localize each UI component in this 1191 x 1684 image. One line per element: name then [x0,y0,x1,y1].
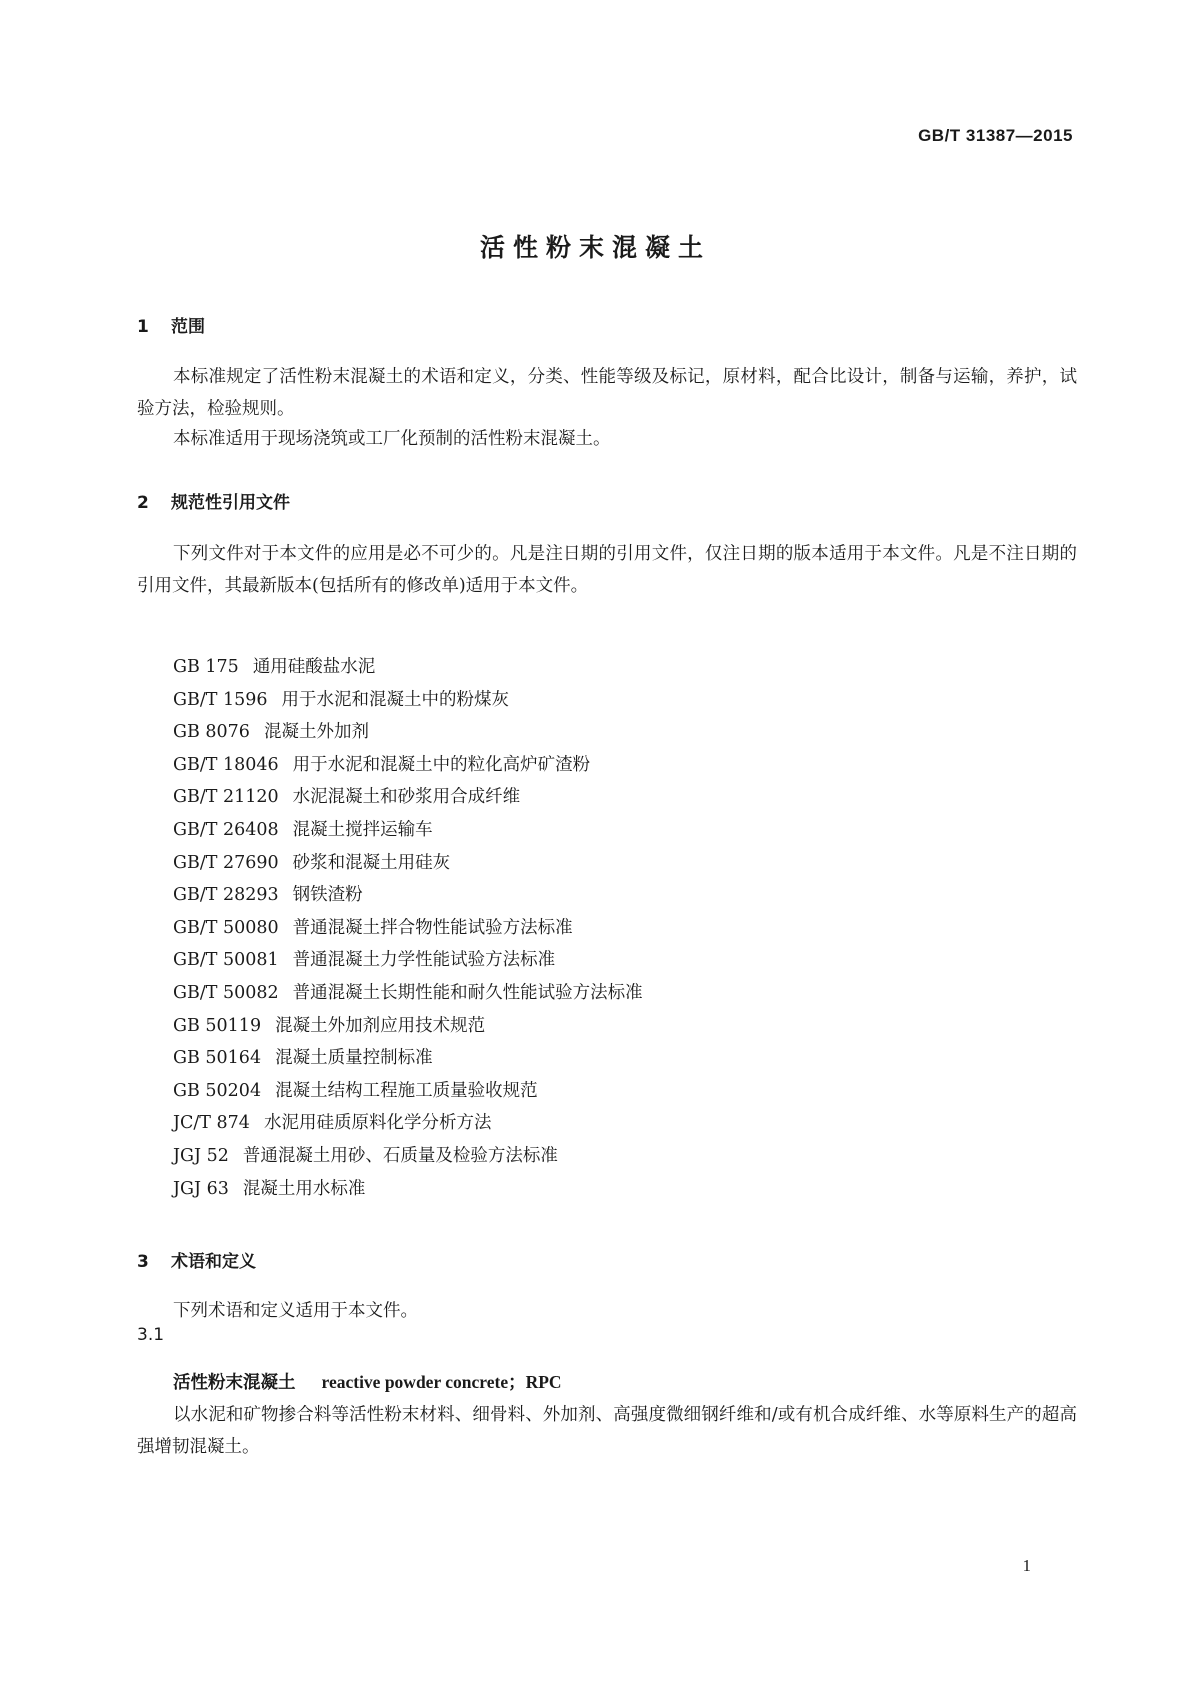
reference-code: GB/T 26408 [173,819,279,840]
reference-item [173,847,643,880]
reference-code: GB/T 50082 [173,982,279,1003]
reference-title: 用于水泥和混凝土中的粒化高炉矿渣粉 [292,754,591,775]
reference-code: GB 50204 [173,1080,262,1101]
reference-code: GB/T 21120 [173,787,279,808]
term-number: 3.1 [137,1325,165,1345]
reference-item [173,977,643,1010]
reference-item [173,781,643,814]
reference-title: 钢铁渣粉 [292,885,363,906]
reference-code: GB 8076 [173,722,250,743]
reference-title: 普通混凝土长期性能和耐久性能试验方法标准 [292,982,643,1003]
reference-item [173,1107,643,1140]
reference-title: 水泥用硅质原料化学分析方法 [263,1113,492,1134]
reference-item [173,1042,643,1075]
standard-code: GB/T 31387—2015 [918,126,1073,145]
section-1-heading [137,312,205,337]
reference-item [173,879,643,912]
section-3-heading [137,1247,256,1272]
reference-item [173,651,643,684]
reference-code: GB/T 50081 [173,950,279,971]
term-name-english: reactive powder concrete；RPC [321,1372,562,1392]
reference-item [173,944,643,977]
reference-code: JGJ 52 [173,1145,229,1166]
page-number: 1 [1022,1556,1031,1575]
reference-title: 普通混凝土力学性能试验方法标准 [292,950,556,971]
term-entry [173,1369,562,1394]
reference-title: 混凝土用水标准 [242,1178,366,1199]
reference-item [173,749,643,782]
reference-title: 混凝土外加剂应用技术规范 [275,1015,486,1036]
reference-code: GB 50119 [173,1015,262,1036]
reference-code: GB 50164 [173,1048,262,1069]
section-2-paragraph-1: 下列文件对于本文件的应用是必不可少的。凡是注日期的引用文件，仅注日期的版本适用于本文件。凡是不注日期的引用文件，其最新版本(包括所有的修改单)适用于本文件。 [137,544,1077,596]
reference-title: 混凝土结构工程施工质量验收规范 [275,1080,538,1101]
reference-code: GB/T 50080 [173,917,279,938]
section-1-paragraph-1: 本标准规定了活性粉末混凝土的术语和定义，分类、性能等级及标记，原材料，配合比设计，制备与运输，养护，试验方法，检验规则。 [137,367,1077,419]
section-number: 3 [137,1252,149,1272]
term-name-chinese: 活性粉末混凝土 [173,1373,296,1393]
reference-code: GB/T 28293 [173,885,279,906]
section-title: 术语和定义 [171,1252,256,1272]
reference-item [173,1010,643,1043]
reference-title: 混凝土搅拌运输车 [292,819,433,840]
reference-item [173,1173,643,1206]
reference-item [173,1140,643,1173]
section-number: 2 [137,493,149,513]
reference-title: 通用硅酸盐水泥 [252,657,376,677]
reference-item [173,912,643,945]
reference-code: JC/T 874 [173,1113,250,1134]
reference-code: JGJ 63 [173,1178,229,1199]
section-3-paragraph-1: 下列术语和定义适用于本文件。 [173,1301,418,1321]
reference-code: GB/T 1596 [173,689,268,710]
reference-item [173,684,643,717]
reference-title: 砂浆和混凝土用硅灰 [292,852,451,873]
section-title: 范围 [171,317,205,337]
reference-title: 用于水泥和混凝土中的粉煤灰 [281,689,510,710]
reference-item [173,1075,643,1108]
normative-reference-list [173,651,643,1205]
reference-code: GB/T 18046 [173,754,279,775]
section-number: 1 [137,317,149,337]
section-2-heading [137,488,290,513]
reference-item [173,814,643,847]
reference-title: 混凝土质量控制标准 [275,1048,433,1069]
section-1-paragraph-2: 本标准适用于现场浇筑或工厂化预制的活性粉末混凝土。 [173,429,611,449]
reference-item [173,716,643,749]
reference-title: 水泥混凝土和砂浆用合成纤维 [292,787,521,808]
reference-title: 普通混凝土拌合物性能试验方法标准 [292,917,573,938]
reference-code: GB 175 [173,657,239,677]
reference-title: 普通混凝土用砂、石质量及检验方法标准 [242,1145,558,1166]
term-definition: 以水泥和矿物掺合料等活性粉末材料、细骨料、外加剂、高强度微细钢纤维和/或有机合成纤维、水等原料生产的超高强增韧混凝土。 [137,1405,1077,1457]
reference-title: 混凝土外加剂 [263,722,369,743]
reference-code: GB/T 27690 [173,852,279,873]
section-title: 规范性引用文件 [171,493,290,513]
document-title: 活性粉末混凝土 [479,233,711,262]
